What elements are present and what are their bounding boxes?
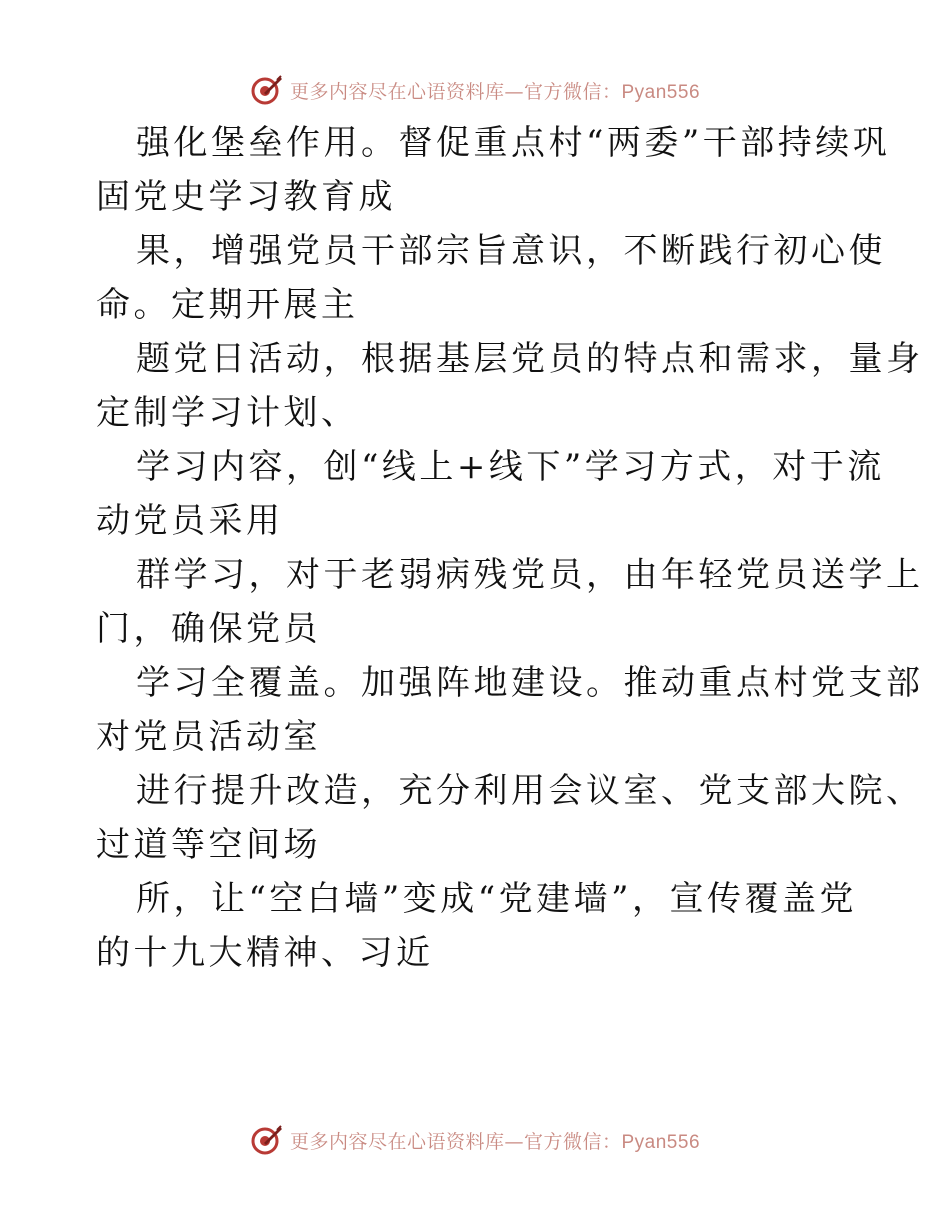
paragraph-7: 进行提升改造，充分利用会议室、党支部大院、 过道等空间场 [96, 771, 924, 865]
document-body [96, 116, 924, 980]
paragraph-8: 所，让“空白墙”变成“党建墙”，宣传覆盖党 的十九大精神、习近 [96, 879, 858, 973]
footer-banner [0, 1120, 950, 1160]
paragraph-4: 学习内容，创“线上+线下”学习方式，对于流 动党员采用 [96, 447, 885, 541]
paragraph-2: 果，增强党员干部宗旨意识，不断践行初心使 命。定期开展主 [96, 231, 886, 325]
banner-text: 更多内容尽在心语资料库—官方微信：Pyan556 [289, 1130, 701, 1153]
paragraph-3: 题党日活动，根据基层党员的特点和需求，量身 定制学习计划、 [96, 339, 924, 433]
wechat-id: Pyan556 [621, 1131, 701, 1153]
paragraph-6: 学习全覆盖。加强阵地建设。推动重点村党支部 对党员活动室 [96, 663, 924, 757]
wechat-id: Pyan556 [621, 81, 701, 103]
paragraph-5: 群学习，对于老弱病残党员，由年轻党员送学上 门，确保党员 [96, 555, 924, 649]
banner-text: 更多内容尽在心语资料库—官方微信：Pyan556 [289, 80, 701, 103]
red-quill-seal-icon [250, 1123, 284, 1157]
paragraph-1: 强化堡垒作用。督促重点村“两委”干部持续巩 固党史学习教育成 [96, 123, 891, 217]
header-banner [0, 70, 950, 110]
red-quill-seal-icon [250, 73, 284, 107]
